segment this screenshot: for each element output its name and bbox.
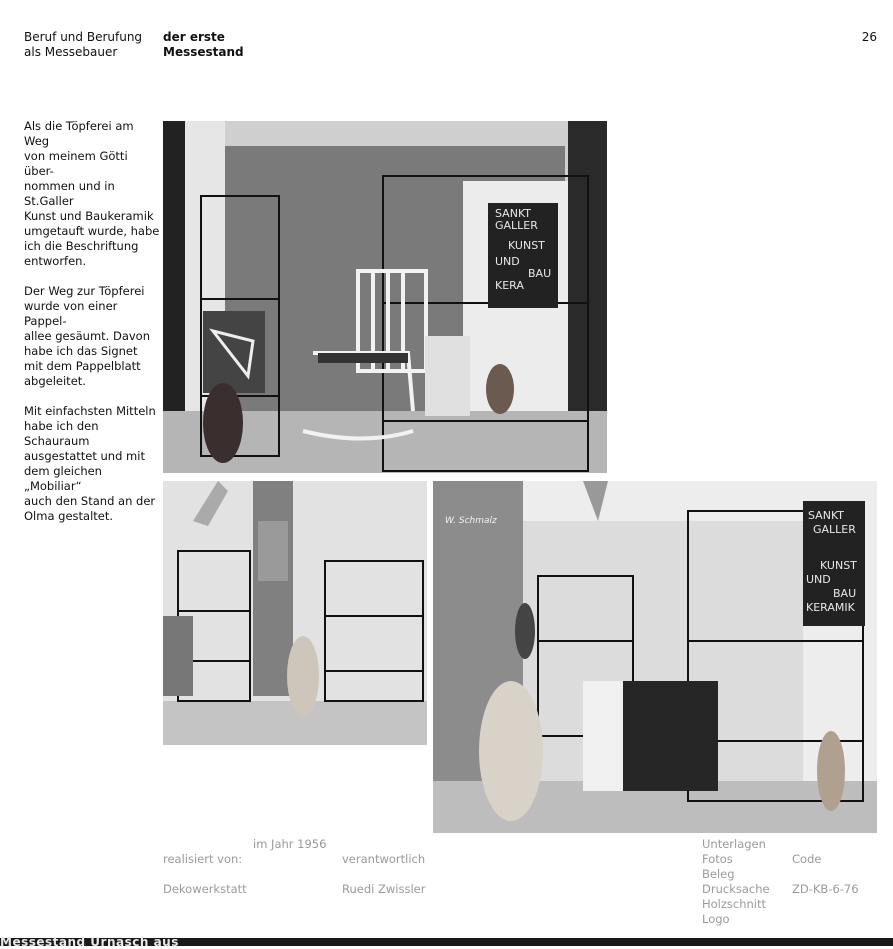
footer-code [792, 837, 882, 912]
paragraph-3: Mit einfachsten Mitteln habe ich den Schauraum ausgestattet und mit dem gleichen „Mobiliar“ auch den Stand an der Olma gestaltet. [24, 404, 156, 523]
main-sign-line-6: KERA [495, 279, 524, 292]
right-sign-line-3: KUNST [820, 559, 857, 572]
page-title: der erste Messestand [163, 30, 244, 59]
photo-booth-right [433, 481, 877, 833]
paragraph-2: Der Weg zur Töpferei wurde von einer Pappel- allee gesäumt. Davon habe ich das Signet mit dem Pappelblatt abgeleitet. [24, 284, 151, 388]
code-value: ZD-KB-6-76 [792, 882, 859, 896]
right-panel-text: W. Schmalz [445, 516, 497, 526]
paragraph-1: Als die Töpferei am Weg von meinem Götti über- nommen und in St.Galler Kunst und Baukeramik umgetauft wurde, habe ich die Beschriftung entworfen. [24, 119, 160, 268]
footer-realized [163, 837, 253, 912]
right-sign-line-2: GALLER [813, 523, 856, 536]
main-sign-line-5: BAU [528, 267, 552, 280]
main-sign-line-2: GALLER [495, 219, 538, 232]
responsible-value: Ruedi Zwissler [342, 882, 426, 896]
code-label: Code [792, 852, 822, 866]
main-sign-line-4: UND [495, 255, 520, 268]
right-sign-line-6: KERAMIK [806, 601, 855, 614]
responsible-label: verantwortlich [342, 852, 426, 866]
footer-responsible [342, 837, 442, 912]
bottom-strip [0, 935, 893, 949]
right-sign-line-1: SANKT [808, 509, 845, 522]
page-number: 26 [861, 30, 877, 44]
body-text [24, 119, 161, 539]
footer-year: im Jahr 1956 [253, 837, 327, 851]
right-sign-line-4: UND [806, 573, 831, 586]
photo-booth-left [163, 481, 427, 745]
realized-label: realisiert von: [163, 852, 243, 866]
realized-value: Dekowerkstatt [163, 882, 247, 896]
section-label: Beruf und Berufung als Messebauer [24, 30, 143, 59]
footer-documents: Unterlagen Fotos Beleg Drucksache Holzschnitt Logo [702, 837, 770, 926]
right-sign-line-5: BAU [833, 587, 857, 600]
main-sign-line-3: KUNST [508, 239, 545, 252]
bottom-strip-text: Messestand Urnäsch aus [0, 935, 179, 949]
photo-showroom [163, 121, 607, 473]
main-sign-line-1: SANKT [495, 207, 532, 220]
